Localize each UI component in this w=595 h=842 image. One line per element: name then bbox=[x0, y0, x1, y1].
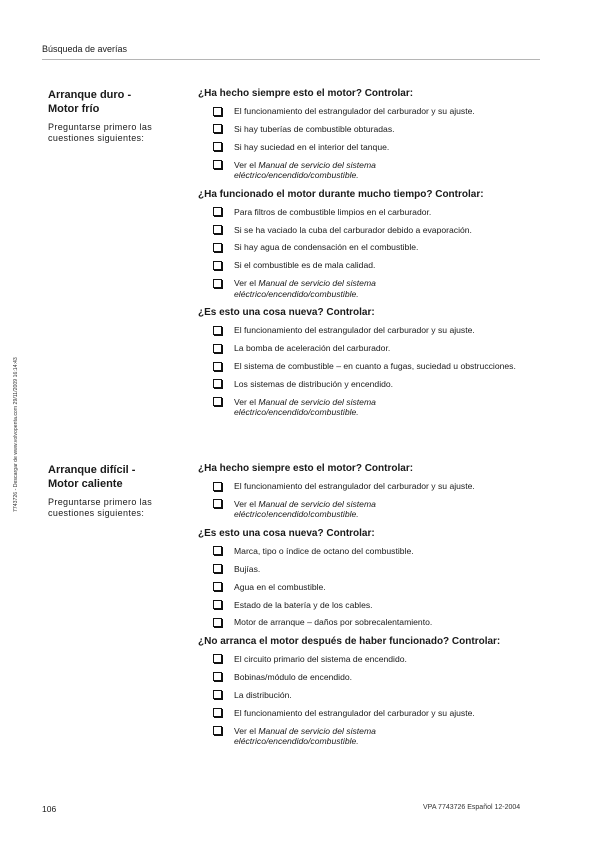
checkbox-icon bbox=[213, 225, 222, 234]
question-heading: ¿Ha hecho siempre esto el motor? Controlar: bbox=[198, 88, 414, 99]
question-heading: ¿Es esto una cosa nueva? Controlar: bbox=[198, 307, 375, 319]
header-rule bbox=[42, 59, 540, 60]
checklist bbox=[198, 481, 543, 520]
checkbox-icon bbox=[213, 564, 222, 573]
checklist-item: El funcionamiento del estrangulador del carburador y su ajuste. bbox=[198, 325, 543, 336]
section-title bbox=[48, 463, 168, 491]
document-reference: VPA 7743726 Español 12-2004 bbox=[423, 804, 521, 811]
checkbox-icon bbox=[213, 160, 222, 169]
checkbox-icon bbox=[213, 482, 222, 491]
checkbox-icon bbox=[213, 708, 222, 717]
checklist bbox=[198, 546, 543, 628]
side-download-stamp bbox=[9, 330, 17, 512]
manual-title: Manual de servicio del sistema bbox=[258, 396, 376, 407]
checklist-item: La distribución. bbox=[198, 690, 543, 701]
checklist-item: La bomba de aceleración del carburador. bbox=[198, 343, 543, 354]
checklist-item-manual-ref: Ver el Manual de servicio del sistema eléctrico!encendido!combustible. bbox=[198, 499, 543, 520]
checkbox-icon bbox=[213, 124, 222, 133]
checkbox-icon bbox=[213, 499, 222, 508]
question-heading: ¿Es esto una cosa nueva? Controlar: bbox=[198, 527, 375, 539]
checklist bbox=[198, 106, 543, 181]
checkbox-icon bbox=[213, 207, 222, 216]
checklist bbox=[198, 325, 543, 418]
checklist-item-manual-ref: Ver el Manual de servicio del sistema eléctrico/encendido/combustible. bbox=[198, 160, 543, 181]
manual-title: eléctrico/encendido/combustible. bbox=[234, 170, 359, 181]
checklist-item-manual-ref: Ver el Manual de servicio del sistema eléctrico/encendido/combustible. bbox=[198, 278, 543, 299]
checklist bbox=[198, 207, 543, 300]
checklist-item: Si el combustible es de mala calidad. bbox=[198, 260, 543, 271]
checklist-item: Para filtros de combustible limpios en el carburador. bbox=[198, 207, 543, 218]
checklist-item: El funcionamiento del estrangulador del carburador y su ajuste. bbox=[198, 481, 543, 492]
page-number: 106 bbox=[42, 804, 57, 814]
checkbox-icon bbox=[213, 654, 222, 663]
section-title-line: Arranque duro - bbox=[48, 89, 132, 101]
checkbox-icon bbox=[213, 344, 222, 353]
manual-title: eléctrico/encendido/combustible. bbox=[234, 736, 359, 747]
checklist bbox=[198, 654, 543, 747]
checkbox-icon bbox=[213, 261, 222, 270]
section-content bbox=[198, 88, 543, 425]
checkbox-icon bbox=[213, 279, 222, 288]
checkbox-icon bbox=[213, 600, 222, 609]
checklist-item: Marca, tipo o índice de octano del combustible. bbox=[198, 546, 543, 557]
manual-title: eléctrico/encendido/combustible. bbox=[234, 407, 359, 418]
manual-title: Manual de servicio del sistema bbox=[258, 498, 376, 509]
manual-title: Manual de servicio del sistema bbox=[258, 159, 376, 170]
checklist-item: Los sistemas de distribución y encendido. bbox=[198, 379, 543, 390]
section-title-line: Motor frío bbox=[48, 103, 100, 115]
checkbox-icon bbox=[213, 326, 222, 335]
question-heading: ¿Ha funcionado el motor durante mucho tiempo? Controlar: bbox=[198, 188, 484, 200]
manual-title: eléctrico!encendido!combustible. bbox=[234, 509, 359, 520]
checklist-item-manual-ref: Ver el Manual de servicio del sistema eléctrico/encendido/combustible. bbox=[198, 397, 543, 418]
section-content bbox=[198, 463, 543, 754]
checkbox-icon bbox=[213, 107, 222, 116]
side-stamp-text: 7743726 - Descargar de www.volvopenta.com 29/11/2009 16:14:43 bbox=[13, 357, 19, 512]
checkbox-icon bbox=[213, 362, 222, 371]
checklist-item: Bujías. bbox=[198, 564, 543, 575]
checkbox-icon bbox=[213, 672, 222, 681]
checkbox-icon bbox=[213, 582, 222, 591]
section-title bbox=[48, 88, 168, 116]
checklist-item: Bobinas/módulo de encendido. bbox=[198, 672, 543, 683]
checklist-item: Estado de la batería y de los cables. bbox=[198, 600, 543, 611]
checklist-item-manual-ref: Ver el Manual de servicio del sistema eléctrico/encendido/combustible. bbox=[198, 726, 543, 747]
checkbox-icon bbox=[213, 397, 222, 406]
manual-title: Manual de servicio del sistema bbox=[258, 278, 376, 289]
page-header-title: Búsqueda de averías bbox=[42, 44, 128, 54]
section-intro: Preguntarse primero las cuestiones siguientes: bbox=[48, 497, 153, 518]
checklist-item: Si hay agua de condensación en el combustible. bbox=[198, 242, 543, 253]
manual-title: eléctrico/encendido/combustible. bbox=[234, 288, 359, 299]
checkbox-icon bbox=[213, 379, 222, 388]
checkbox-icon bbox=[213, 690, 222, 699]
checkbox-icon bbox=[213, 726, 222, 735]
section-intro: Preguntarse primero las cuestiones siguientes: bbox=[48, 122, 153, 143]
checkbox-icon bbox=[213, 142, 222, 151]
checklist-item: El sistema de combustible – en cuanto a fugas, suciedad u obstrucciones. bbox=[198, 361, 543, 372]
checklist-item: El funcionamiento del estrangulador del carburador y su ajuste. bbox=[198, 708, 543, 719]
checklist-item: Si hay suciedad en el interior del tanque. bbox=[198, 142, 543, 153]
checkbox-icon bbox=[213, 618, 222, 627]
checklist-item: Si se ha vaciado la cuba del carburador debido a evaporación. bbox=[198, 225, 543, 236]
checklist-item: Si hay tuberías de combustible obturadas. bbox=[198, 124, 543, 135]
section-title-line: Arranque difícil - bbox=[48, 464, 136, 476]
checkbox-icon bbox=[213, 243, 222, 252]
checklist-item: Agua en el combustible. bbox=[198, 582, 543, 593]
section-title-line: Motor caliente bbox=[48, 478, 123, 490]
checklist-item: El circuito primario del sistema de encendido. bbox=[198, 654, 543, 665]
question-heading: ¿No arranca el motor después de haber funcionado? Controlar: bbox=[198, 635, 501, 647]
checkbox-icon bbox=[213, 546, 222, 555]
checklist-item: Motor de arranque – daños por sobrecalentamiento. bbox=[198, 617, 543, 628]
checklist-item: El funcionamiento del estrangulador del carburador y su ajuste. bbox=[198, 106, 543, 117]
question-heading: ¿Ha hecho siempre esto el motor? Controlar: bbox=[198, 463, 414, 474]
manual-title: Manual de servicio del sistema bbox=[258, 725, 376, 736]
